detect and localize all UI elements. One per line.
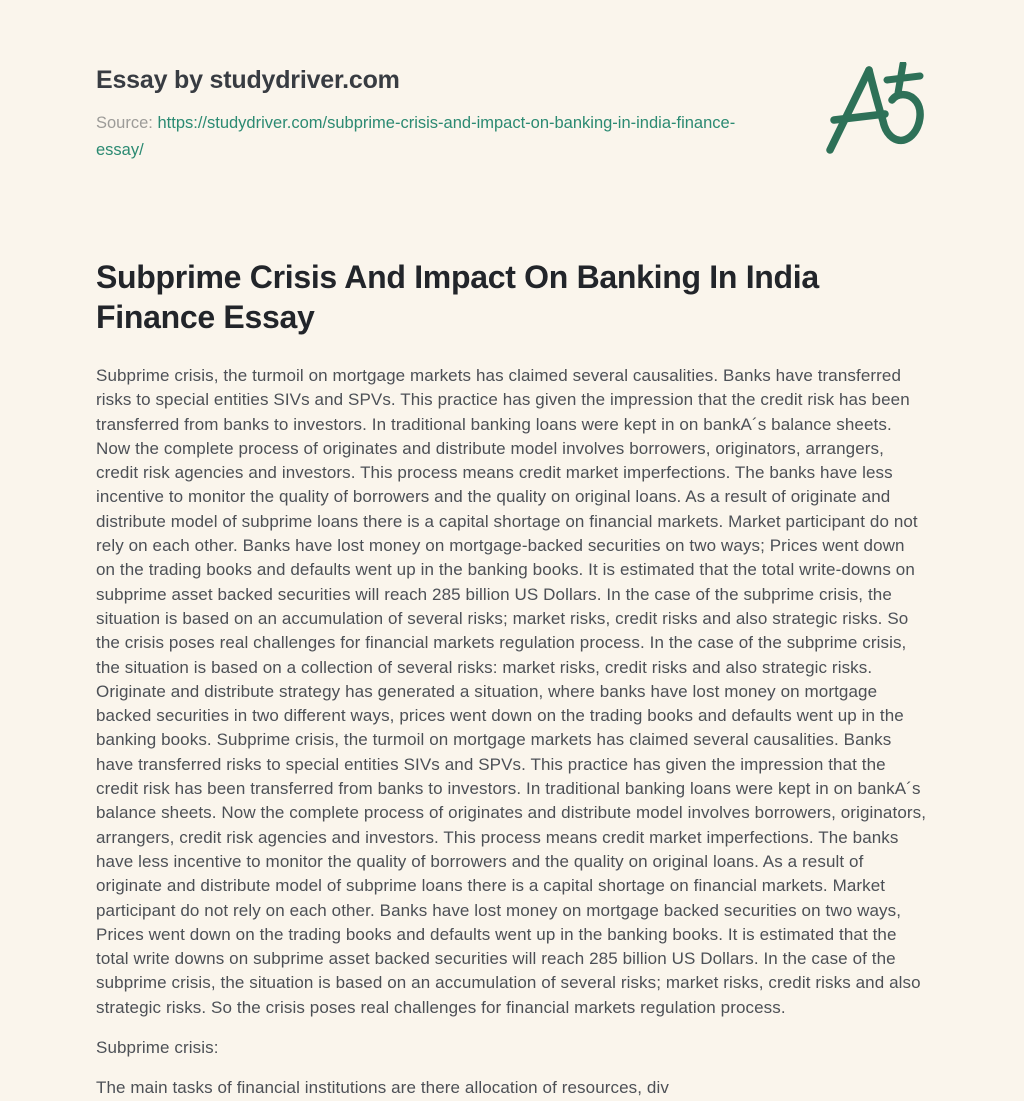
- essay-subheading: Subprime crisis:: [96, 1038, 219, 1058]
- byline-heading: Essay by studydriver.com: [96, 66, 400, 94]
- a-plus-logo-icon: [826, 62, 930, 158]
- source-link[interactable]: https://studydriver.com/subprime-crisis-and-impact-on-banking-in-india-finance-essay/: [96, 114, 736, 159]
- essay-body: [96, 364, 928, 1101]
- source-line: [96, 110, 768, 164]
- page-title: Subprime Crisis And Impact On Banking In India Finance Essay: [96, 259, 819, 335]
- source-label: Source:: [96, 114, 153, 132]
- essay-paragraph-partial: The main tasks of financial institutions are there allocation of resources, div: [96, 1078, 669, 1098]
- essay-paragraph: Subprime crisis, the turmoil on mortgage markets has claimed several causalities. Banks have transferred risks to special entities SIVs and SPVs. This practice has given the impression that the credit risk has been transferred from banks to investors. In traditional banking loans were kept in on bankA´s balance sheets. Now the complete process of originates and distribute model involves borrowers, originators, arrangers, credit risk agencies and investors. This process means credit market imperfections. The banks have less incentive to monitor the quality of borrowers and the quality on original loans. As a result of originate and distribute model of subprime loans there is a capital shortage on financial markets. Market participant do not rely on each other. Banks have lost money on mortgage-backed securities on two ways; Prices went down on the trading books and defaults went up in the banking books. It is estimated that the total write-downs on subprime asset backed securities will reach 285 billion US Dollars. In the case of the subprime crisis, the situation is based on an accumulation of several risks; market risks, credit risks and also strategic risks. So the crisis poses real challenges for financial markets regulation process. In the case of the subprime crisis, the situation is based on a collection of several risks: market risks, credit risks and also strategic risks. Originate and distribute strategy has generated a situation, where banks have lost money on mortgage backed securities in two different ways, prices went down on the trading books and defaults went up in the banking books. Subprime crisis, the turmoil on mortgage markets has claimed several causalities. Banks have transferred risks to special entities SIVs and SPVs. This practice has given the impression that the credit risk has been transferred from banks to investors. In traditional banking loans were kept in on bankA´s balance sheets. Now the complete process of originates and distribute model involves borrowers, originators, arrangers, credit risk agencies and investors. This process means credit market imperfections. The banks have less incentive to monitor the quality of borrowers and the quality on original loans. As a result of originate and distribute model of subprime loans there is a capital shortage on financial markets. Market participant do not rely on each other. Banks have lost money on mortgage backed securities on two ways, Prices went down on the trading books and defaults went up in the banking books. It is estimated that the total write downs on subprime asset backed securities will reach 285 billion US Dollars. In the case of the subprime crisis, the situation is based on an accumulation of several risks; market risks, credit risks and also strategic risks. So the crisis poses real challenges for financial markets regulation process.: [96, 366, 927, 1017]
